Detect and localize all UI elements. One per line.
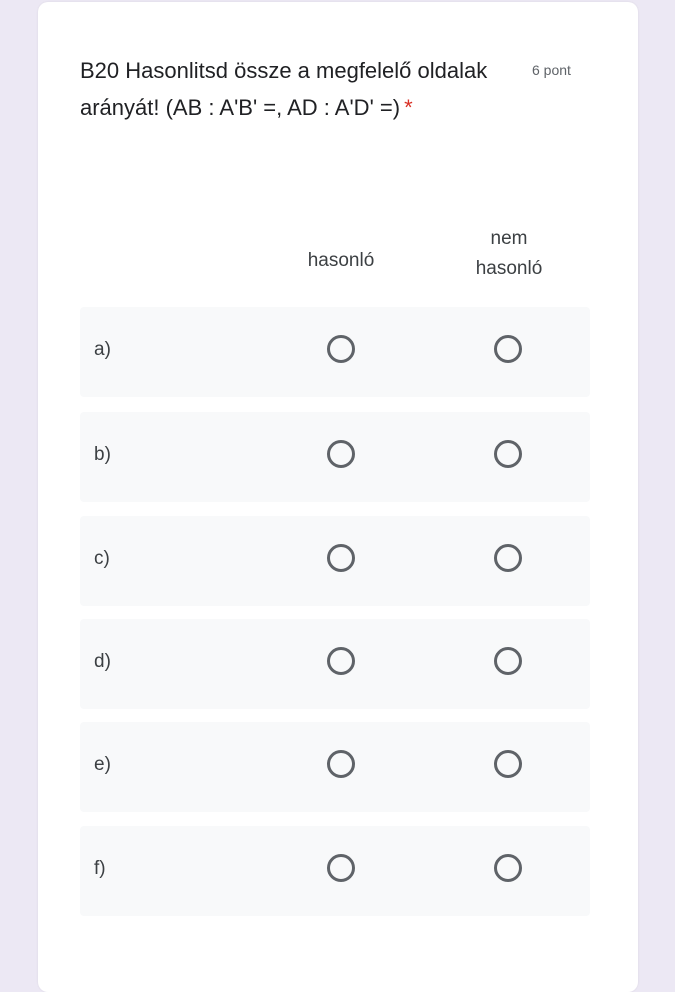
row-label: d) [94,651,111,672]
column-header-nem-hasonlo [434,224,584,284]
row-label: f) [94,858,106,879]
radio-hasonlo[interactable] [327,544,355,572]
radio-nem-hasonlo[interactable] [494,335,522,363]
grid-row [80,619,590,709]
radio-nem-hasonlo[interactable] [494,544,522,572]
row-label: a) [94,339,111,360]
points-label: 6 pont [532,62,571,78]
row-label: e) [94,754,111,775]
grid-row [80,722,590,812]
radio-hasonlo[interactable] [327,750,355,778]
radio-hasonlo[interactable] [327,440,355,468]
required-marker: * [404,95,413,120]
radio-hasonlo[interactable] [327,647,355,675]
question-card [38,2,638,992]
question-title [80,52,520,126]
radio-nem-hasonlo[interactable] [494,854,522,882]
radio-hasonlo[interactable] [327,335,355,363]
radio-nem-hasonlo[interactable] [494,440,522,468]
row-label: c) [94,548,110,569]
radio-nem-hasonlo[interactable] [494,750,522,778]
grid-row [80,516,590,606]
column-header-hasonlo: hasonló [307,250,375,271]
grid-row [80,412,590,502]
grid-row [80,826,590,916]
column-header-line-1: nem [490,228,528,249]
grid-row [80,307,590,397]
radio-nem-hasonlo[interactable] [494,647,522,675]
question-text: B20 Hasonlitsd össze a megfelelő oldalak arányát! (AB : A'B' =, AD : A'D' =) [80,58,488,120]
column-header-line-2: hasonló [475,258,543,279]
radio-hasonlo[interactable] [327,854,355,882]
row-label: b) [94,444,111,465]
